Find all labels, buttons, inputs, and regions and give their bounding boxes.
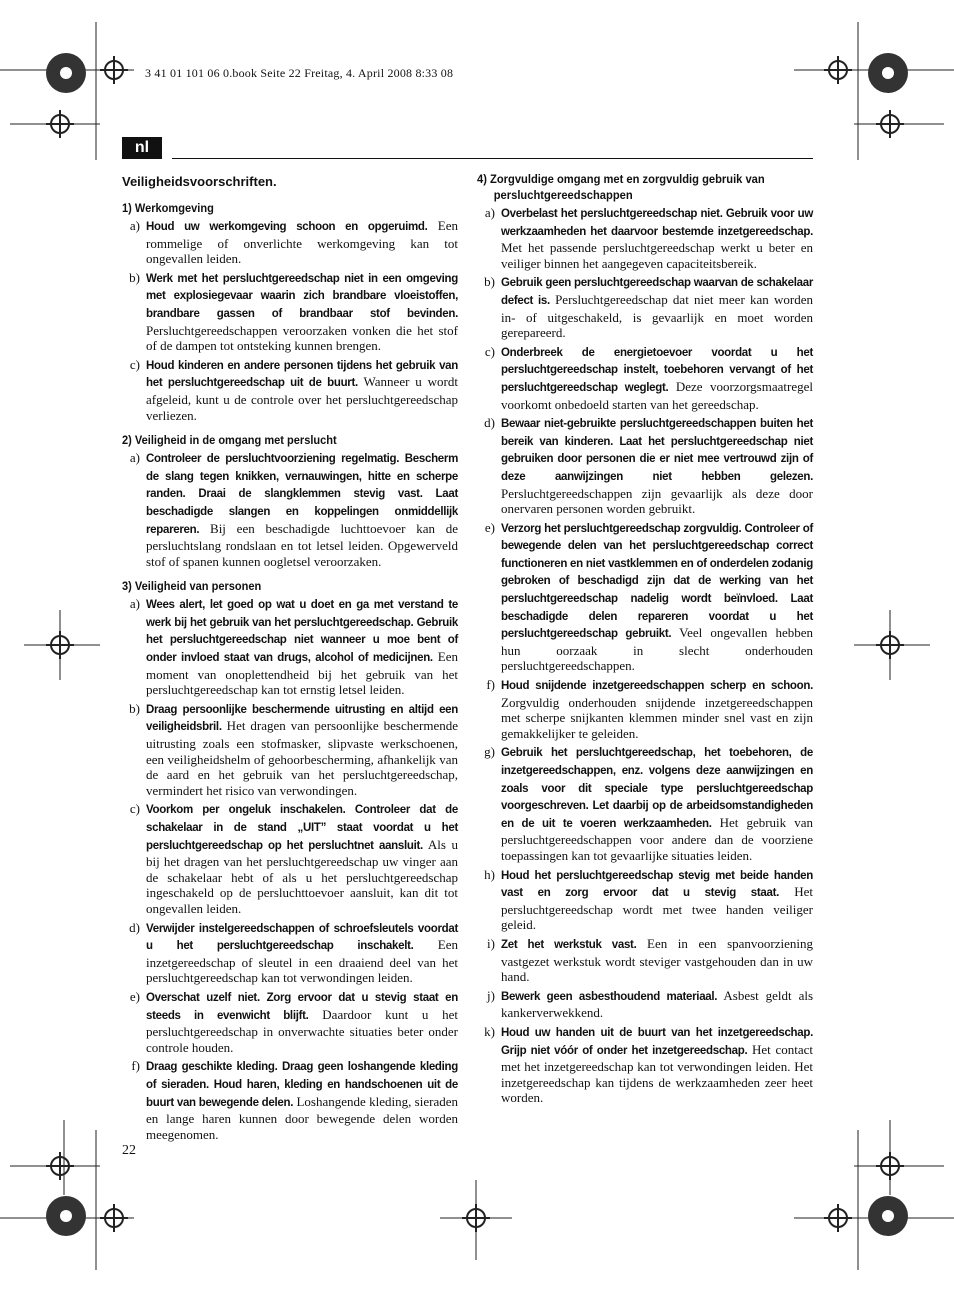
left-column — [122, 170, 458, 1145]
list-item: b) Werk met het persluchtgereedschap niet in een omgeving met explosiegevaar waarin zich brandbare vloeistoffen, brandbare gassen of brandbaar stof bevinden. Persluchtgereedschappen veroorzaken vonken die het stof of de dampen tot ontsteking kunnen brengen. — [129, 269, 458, 354]
page-number: 22 — [122, 1143, 136, 1158]
list-item: e) Overschat uzelf niet. Zorg ervoor dat u stevig staat en steeds in evenwicht blijft. Daardoor kunt u het persluchtgereedschap in onverwachte situaties beter onder controle houden. — [129, 988, 458, 1055]
list-item: c) Onderbreek de energietoevoer voordat u het persluchtgereedschap instelt, toebehoren vervangt of het persluchtgereedschap weglegt. Deze voorzorgsmaatregel voorkomt onbedoeld starten van het gereedschap. — [484, 343, 813, 412]
section-title: 3) Veiligheid van personen — [122, 579, 262, 594]
list-item: h) Houd het persluchtgereedschap stevig met beide handen vast en zorg ervoor dat u stevig staat. Het persluchtgereedschap wordt met twee handen veiliger geleid. — [484, 866, 813, 933]
list-item: j) Bewerk geen asbesthoudend materiaal. Asbest geldt als kankerverwekkend. — [487, 987, 814, 1021]
header-rule — [172, 158, 813, 159]
list-item: k) Houd uw handen uit de buurt van het inzetgereedschap. Grijp niet vóór of onder het inzetgereedschap. Het contact met het inzetgereedschap kan tot verwondingen leiden. Het inzetgereedschap kan tijdens de werkzaamheden zeer heet worden. — [484, 1023, 813, 1106]
file-meta-line: 3 41 01 101 06 0.book Seite 22 Freitag, 4. April 2008 8:33 08 — [145, 66, 454, 80]
section-3 — [122, 579, 458, 1142]
list-item: a) Controleer de persluchtvoorziening regelmatig. Bescherm de slang tegen knikken, vernauwingen, hitte en scherpe randen. Draai de slangklemmen stevig vast. Laat beschadigde slangen en koppelingen onmiddellijk repareren. Bij een beschadigde luchttoevoer kan de persluchtslang rondslaan en tot letsel leiden. Opgewerveld stof of spanen kunnen oogletsel veroorzaken. — [129, 450, 458, 569]
list-item: d) Verwijder instelgereedschappen of schroefsleutels voordat u het persluchtgereedschap inschakelt. Een inzetgereedschap of sleutel in een draaiend deel van het persluchtgereedschap kan tot verwondingen leiden. — [129, 919, 458, 986]
list-item: a) Houd uw werkomgeving schoon en opgeruimd. Een rommelige of onverlichte werkomgeving kan tot ongevallen leiden. — [129, 218, 459, 267]
list-item: b) Draag persoonlijke beschermende uitrusting en altijd een veiligheidsbril. Het dragen van persoonlijke beschermende uitrusting zoals een stofmasker, slipvaste werkschoenen, een veiligheidshelm of gehoorbescherming, afhankelijk van de aard en het gebruik van het persluchtgereedschap, vermindert het risico van verwondingen. — [129, 700, 458, 798]
section-2 — [122, 433, 458, 569]
list-item: c) Voorkom per ongeluk inschakelen. Controleer dat de schakelaar in de stand „UIT” staat voordat u het persluchtgereedschap op het persluchtnet aansluit. Als u bij het dragen van het persluchtgereedschap uw vinger aan de schakelaar hebt of als u het persluchtgereedschap ingeschakeld op de persluchttoevoer aansluit, kan dit tot ongevallen leiden. — [129, 801, 458, 916]
section-1 — [122, 201, 458, 423]
list-item: i) Zet het werkstuk vast. Een in een spanvoorziening vastgezet werkstuk wordt steviger vastgehouden dan in uw hand. — [487, 935, 813, 985]
list-item: a) Overbelast het persluchtgereedschap niet. Gebruik voor uw werkzaamheden het daarvoor bestemde inzetgereedschap. Met het passende persluchtgereedschap werkt u beter en veiliger binnen het aangegeven capaciteitsbereik. — [484, 205, 813, 271]
section-title: 4) Zorgvuldige omgang met en zorgvuldig gebruik van persluchtgereedschappen — [477, 172, 765, 202]
section-title: 1) Werkomgeving — [122, 201, 214, 215]
list-item: c) Houd kinderen en andere personen tijdens het gebruik van het persluchtgereedschap uit de buurt. Wanneer u wordt afgeleid, kunt u de controle over het persluchtgereedschap verliezen. — [129, 356, 459, 423]
list-item: e) Verzorg het persluchtgereedschap zorgvuldig. Controleer of bewegende delen van het persluchtgereedschap correct functioneren en niet vastklemmen en of onderdelen zodanig gebroken of beschadigd zijn dat de werking van het persluchtgereedschap nadelig wordt beïnvloed. Laat beschadigde delen repareren voordat u het persluchtgereedschap gebruikt. Veel ongevallen hebben hun oorzaak in slecht onderhouden persluchtgereedschappen. — [484, 519, 813, 674]
list-item: b) Gebruik geen persluchtgereedschap waarvan de schakelaar defect is. Persluchtgereedschap dat niet meer kan worden in- of uitgeschakeld, is gevaarlijk en moet worden gerepareerd. — [484, 274, 813, 341]
list-item: f) Draag geschikte kleding. Draag geen loshangende kleding of sieraden. Houd haren, kleding en handschoenen uit de buurt van bewegende delen. Loshangende kleding, sieraden en lange haren kunnen door bewegende delen worden meegenomen. — [131, 1058, 458, 1142]
list-item: d) Bewaar niet-gebruikte persluchtgereedschappen buiten het bereik van kinderen. Laat het persluchtgereedschap niet gebruiken door personen die er niet mee vertrouwd zijn of deze aanwijzingen niet hebben gelezen. Persluchtgereedschappen zijn gevaarlijk als deze door onervaren personen worden gebruikt. — [484, 415, 813, 517]
list-item: a) Wees alert, let goed op wat u doet en ga met verstand te werk bij het gebruik van het persluchtgereedschap. Gebruik het persluchtgereedschap niet wanneer u moe bent of onder invloed staat van drugs, alcohol of medicijnen. Een moment van onoplettendheid bij het gebruik van het persluchtgereedschap kan tot ernstig letsel leiden. — [129, 596, 458, 698]
list-item: f) Houd snijdende inzetgereedschappen scherp en schoon. Zorgvuldig onderhouden snijdende inzetgereedschappen met scherpe snijkanten klemmen minder snel vast en zijn gemakkelijker te geleiden. — [486, 677, 813, 741]
right-column — [477, 170, 813, 1109]
list-item: g) Gebruik het persluchtgereedschap, het toebehoren, de inzetgereedschappen, enz. volgens deze aanwijzingen en zoals voor dit speciale type persluchtgereedschap voorgeschreven. Let daarbij op de arbeidsomstandigheden en de uit te voeren werkzaamheden. Het gebruik van persluchtgereedschappen voor andere dan de voorziene toepassingen kan tot gevaarlijke situaties leiden. — [484, 744, 813, 863]
language-tab: nl — [122, 137, 162, 159]
section-title: 2) Veiligheid in de omgang met perslucht — [122, 433, 337, 448]
page-title: Veiligheidsvoorschriften. — [122, 174, 277, 189]
